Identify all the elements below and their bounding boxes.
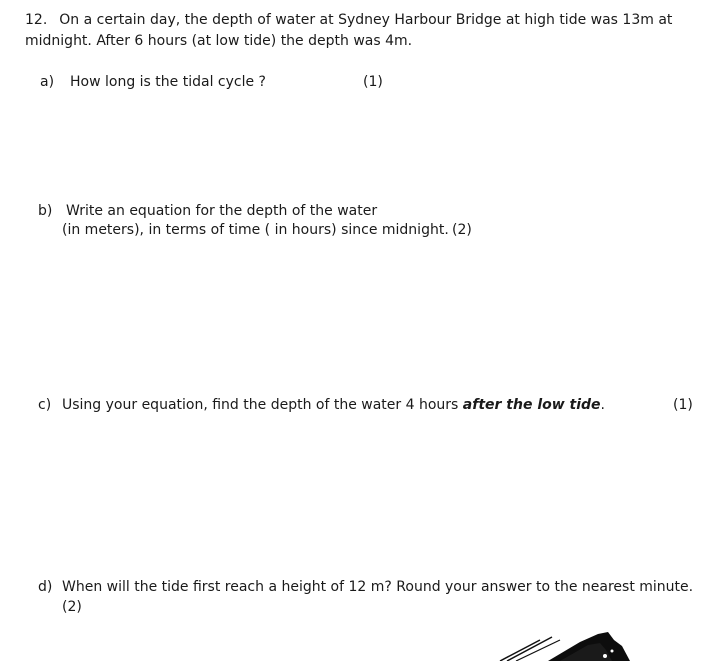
question-intro-line2: midnight. After 6 hours (at low tide) the depth was 4m.	[25, 33, 413, 49]
part-d-marks: (2)	[62, 599, 82, 615]
part-b-label: b)	[38, 203, 53, 219]
part-b-marks: (2)	[452, 222, 472, 238]
question-intro-text: On a certain day, the depth of water at Sydney Harbour Bridge at high tide was 13m at	[59, 12, 673, 28]
part-c-text-emphasis: after the low tide	[462, 397, 601, 413]
part-c-text-before: Using your equation, find the depth of the water 4 hours	[62, 397, 463, 413]
part-c-text-after: .	[600, 397, 605, 413]
part-a-marks: (1)	[363, 74, 383, 90]
part-a-label: a)	[40, 74, 55, 90]
part-c-label: c)	[38, 397, 52, 413]
part-d-text: When will the tide first reach a height of 12 m? Round your answer to the nearest minute.	[62, 579, 694, 595]
part-c-marks: (1)	[673, 397, 693, 413]
part-a-text: How long is the tidal cycle ?	[70, 74, 266, 90]
part-b-text-line1: Write an equation for the depth of the water	[66, 203, 378, 219]
question-number: 12.	[25, 12, 48, 28]
part-d-label: d)	[38, 579, 53, 595]
part-b-text-line2: (in meters), in terms of time ( in hours) since midnight.	[62, 222, 449, 238]
